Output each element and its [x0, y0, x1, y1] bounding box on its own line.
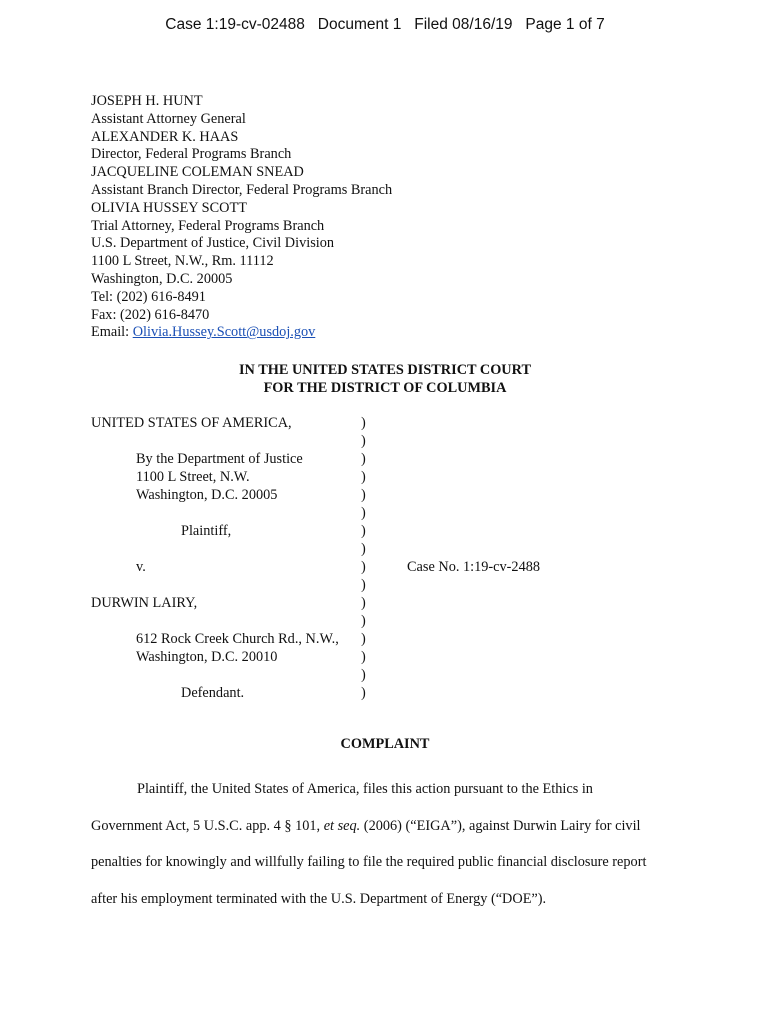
complaint-title: COMPLAINT: [340, 736, 430, 752]
plaintiff-role: Plaintiff,: [181, 523, 232, 539]
body-italic-segment: et seq.: [323, 817, 361, 834]
caption-row: [0, 486, 770, 504]
caption-paren: ): [361, 595, 366, 611]
caption-paren: ): [361, 613, 366, 629]
versus-label: v.: [136, 559, 146, 575]
case-caption: [0, 414, 770, 704]
caption-row: [0, 612, 770, 630]
counsel-line: Washington, D.C. 20005: [91, 270, 233, 287]
body-line: penalties for knowingly and willfully failing to file the required public financial disclosure report: [91, 854, 647, 871]
case-number: Case No. 1:19-cv-2488: [407, 559, 541, 575]
counsel-line: Director, Federal Programs Branch: [91, 146, 292, 163]
body-text-segment: (2006) (“EIGA”), against Durwin Lairy for civil: [360, 817, 641, 834]
caption-paren: ): [361, 487, 366, 503]
caption-paren: ): [361, 505, 366, 521]
counsel-line: ALEXANDER K. HAAS: [91, 128, 239, 145]
body-line: after his employment terminated with the U.S. Department of Energy (“DOE”).: [91, 890, 547, 907]
court-heading-line: IN THE UNITED STATES DISTRICT COURT: [238, 362, 531, 378]
caption-paren: ): [361, 523, 366, 539]
caption-row: [0, 576, 770, 594]
body-text-segment: Government Act, 5 U.S.C. app. 4 § 101,: [91, 817, 324, 834]
caption-row: [0, 468, 770, 486]
caption-paren: ): [361, 433, 366, 449]
caption-paren: ): [361, 685, 366, 701]
defendant-address-line: Washington, D.C. 20010: [136, 649, 278, 665]
defendant-name: DURWIN LAIRY,: [91, 595, 198, 611]
case-header: Case 1:19-cv-02488 Document 1 Filed 08/16/19 Page 1 of 7: [165, 16, 605, 33]
caption-row: [0, 522, 770, 540]
caption-row: [0, 450, 770, 468]
caption-paren: ): [361, 541, 366, 557]
caption-row: [0, 648, 770, 666]
defendant-address-line: 612 Rock Creek Church Rd., N.W.,: [136, 631, 339, 647]
counsel-block: [91, 93, 651, 342]
counsel-line: 1100 L Street, N.W., Rm. 11112: [91, 253, 274, 270]
counsel-line: JOSEPH H. HUNT: [91, 93, 203, 109]
counsel-line: JACQUELINE COLEMAN SNEAD: [91, 164, 304, 181]
caption-row: [0, 666, 770, 684]
caption-paren: ): [361, 451, 366, 467]
caption-row: [0, 630, 770, 648]
caption-paren: ): [361, 577, 366, 593]
court-heading-line: FOR THE DISTRICT OF COLUMBIA: [263, 380, 507, 396]
body-line: Plaintiff, the United States of America, files this action pursuant to the Ethics in: [137, 781, 593, 797]
body-line: [91, 808, 691, 845]
caption-row: [0, 432, 770, 450]
counsel-line: Assistant Branch Director, Federal Programs Branch: [91, 181, 393, 198]
counsel-line: OLIVIA HUSSEY SCOTT: [91, 199, 247, 216]
caption-paren: ): [361, 415, 366, 431]
counsel-line: Fax: (202) 616-8470: [91, 306, 210, 323]
caption-paren: ): [361, 469, 366, 485]
caption-paren: ): [361, 649, 366, 665]
caption-row: [0, 684, 770, 702]
caption-paren: ): [361, 631, 366, 647]
plaintiff-address-line: Washington, D.C. 20005: [136, 487, 278, 503]
caption-row: [0, 540, 770, 558]
email-line: [91, 324, 651, 342]
complaint-body: [91, 771, 691, 917]
plaintiff-address-line: By the Department of Justice: [136, 451, 303, 467]
counsel-line: Trial Attorney, Federal Programs Branch: [91, 217, 325, 234]
defendant-role: Defendant.: [181, 685, 245, 701]
caption-row: [0, 414, 770, 432]
counsel-line: Tel: (202) 616-8491: [91, 288, 206, 305]
counsel-line: Assistant Attorney General: [91, 110, 246, 127]
caption-row: [0, 504, 770, 522]
plaintiff-address-line: 1100 L Street, N.W.: [136, 469, 250, 485]
email-label: Email:: [91, 324, 133, 341]
caption-row: [0, 594, 770, 612]
plaintiff-name: UNITED STATES OF AMERICA,: [91, 415, 292, 431]
caption-paren: ): [361, 559, 366, 575]
caption-row: [0, 558, 770, 576]
court-heading: [0, 361, 770, 397]
email-link[interactable]: Olivia.Hussey.Scott@usdoj.gov: [132, 324, 316, 341]
counsel-line: U.S. Department of Justice, Civil Division: [91, 235, 335, 252]
caption-paren: ): [361, 667, 366, 683]
